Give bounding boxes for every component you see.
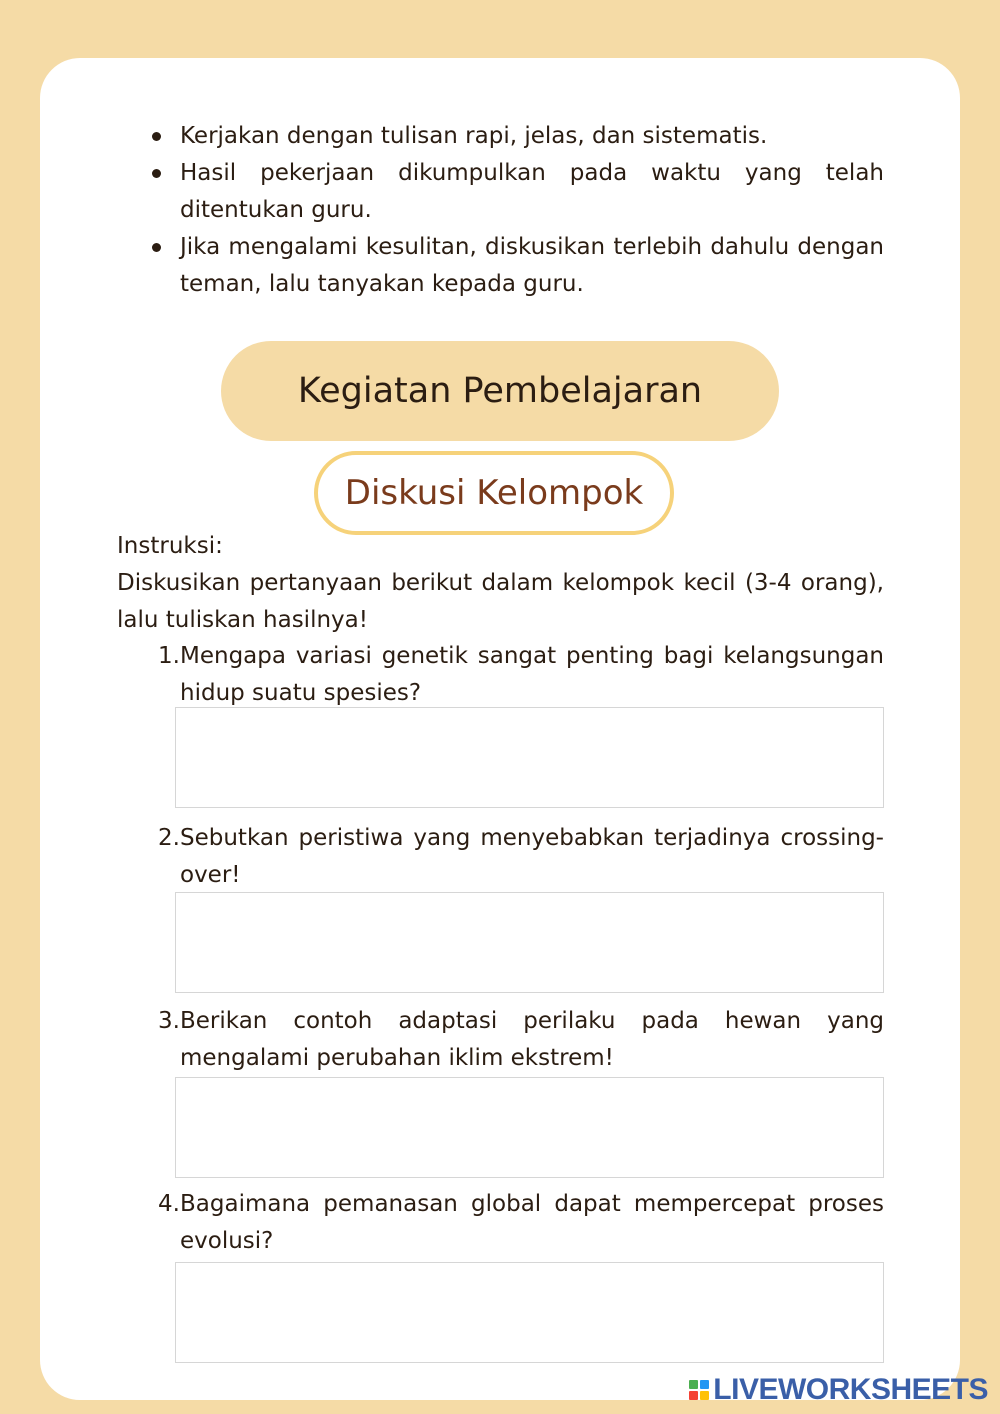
instruction-text: Diskusikan pertanyaan berikut dalam kelompok kecil (3-4 orang), lalu tuliskan hasilnya! xyxy=(117,570,884,633)
logo-text: LIVEWORKSHEETS xyxy=(713,1373,988,1406)
liveworksheets-logo[interactable] xyxy=(689,1373,988,1407)
section-title: Kegiatan Pembelajaran xyxy=(297,371,703,411)
question-number: 3. xyxy=(158,1008,180,1034)
question-4 xyxy=(150,1186,884,1260)
logo-square xyxy=(700,1391,709,1400)
question-2 xyxy=(150,820,884,894)
question-number: 4. xyxy=(158,1191,180,1217)
question-1 xyxy=(150,638,884,712)
section-title-pill xyxy=(221,341,779,441)
answer-box-1[interactable] xyxy=(175,707,884,808)
answer-box-3[interactable] xyxy=(175,1077,884,1178)
activity-title: Diskusi Kelompok xyxy=(344,473,644,513)
question-number: 2. xyxy=(158,825,180,851)
logo-square xyxy=(700,1380,709,1389)
liveworksheets-logo-icon xyxy=(689,1380,709,1400)
question-text: Berikan contoh adaptasi perilaku pada hewan yang mengalami perubahan iklim ekstrem! xyxy=(180,1008,884,1071)
answer-box-2[interactable] xyxy=(175,892,884,993)
question-text: Mengapa variasi genetik sangat penting bagi kelangsungan hidup suatu spesies? xyxy=(180,643,884,706)
question-text: Sebutkan peristiwa yang menyebabkan terjadinya crossing-over! xyxy=(180,825,884,888)
question-number: 1. xyxy=(158,643,180,669)
answer-box-4[interactable] xyxy=(175,1262,884,1363)
instructions-bullet-list xyxy=(148,118,884,303)
bullet-item: Hasil pekerjaan dikumpulkan pada waktu yang telah ditentukan guru. xyxy=(148,155,884,229)
bullet-item: Jika mengalami kesulitan, diskusikan terlebih dahulu dengan teman, lalu tanyakan kepada guru. xyxy=(148,229,884,303)
logo-square xyxy=(689,1380,698,1389)
logo-square xyxy=(689,1391,698,1400)
bullet-item: Kerjakan dengan tulisan rapi, jelas, dan sistematis. xyxy=(148,118,884,155)
question-text: Bagaimana pemanasan global dapat mempercepat proses evolusi? xyxy=(180,1191,884,1254)
activity-title-pill xyxy=(314,451,674,535)
instruction-label: Instruksi: xyxy=(117,533,223,559)
question-3 xyxy=(150,1003,884,1077)
